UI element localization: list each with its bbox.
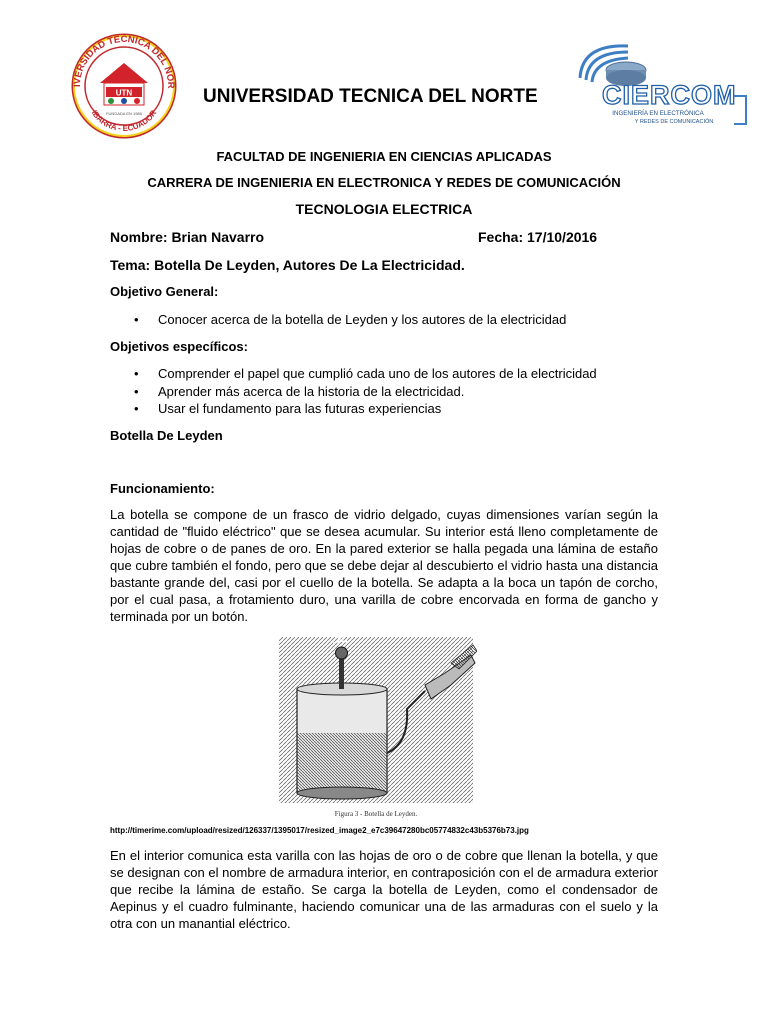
ciercom-name: CIERCOM — [602, 80, 737, 110]
topic: Tema: Botella De Leyden, Autores De La Electricidad. — [110, 257, 465, 273]
ciercom-line1: INGENIERÍA EN ELECTRÓNICA — [612, 110, 704, 117]
utn-ring-top-text: IVERSIDAD TECNICA DEL NOR — [71, 33, 177, 89]
leyden-paragraph-1: La botella se compone de un frasco de vidrio delgado, cuyas dimensiones varían según la cantidad de "fluido eléctrico" que se desea acumular. Su interior está lleno completamente de hojas de cobre o de panes de oro. En la pared exterior se halla pegada una lámina de estaño que cubre también el fondo, pero que se debe dejar al descubierto el vidrio hasta una distancia bastante grande del, casi por el cuello de la botella. Se adapta a la boca un tapón de corcho, por el cual pasa, a frotamiento duro, una varilla de cobre encorvada en forma de gancho y terminada por un botón. — [110, 507, 658, 624]
list-item: • Comprender el papel que cumplió cada uno de los autores de la electricidad — [110, 365, 670, 383]
utn-center-text: UTN — [115, 88, 133, 98]
utn-logo — [66, 33, 182, 139]
subject-heading: TECNOLOGIA ELECTRICA — [295, 201, 473, 217]
figure-source-url: http://timerime.com/upload/resized/126337/1395017/resized_image2_e7c39647280bc05774832c43b5376b73.jpg — [110, 826, 529, 835]
career-heading: CARRERA DE INGENIERIA EN ELECTRONICA Y REDES DE COMUNICACIÓN — [147, 175, 621, 190]
general-objective-list — [110, 311, 670, 329]
list-item: • Conocer acerca de la botella de Leyden y los autores de la electricidad — [110, 311, 670, 329]
leyden-jar-figure — [275, 633, 477, 819]
faculty-heading: FACULTAD DE INGENIERIA EN CIENCIAS APLICADAS — [216, 149, 552, 164]
functioning-subtitle: Funcionamiento: — [110, 481, 215, 496]
leyden-paragraph-2: En el interior comunica esta varilla con las hojas de oro o de cobre que llenan la botella, y que se designan con el nombre de armadura interior, en contraposición con el de armadura exterior que recibe la lámina de estaño. Se carga la botella de Leyden, como el condensador de Aepinus y el cuadro fulminante, haciendo comunicar una de las armaduras con el suelo y la otra con un manantial eléctrico. — [110, 848, 658, 931]
list-item: • Aprender más acerca de la historia de la electricidad. — [110, 383, 670, 401]
utn-year-text: FUNDADA EN 1986 — [106, 111, 142, 116]
specific-objectives-title: Objetivos específicos: — [110, 339, 248, 354]
utn-ring-bottom-text: IBARRA - ECUADOR — [89, 108, 159, 134]
student-name: Nombre: Brian Navarro — [110, 229, 265, 245]
list-item: • Usar el fundamento para las futuras experiencias — [110, 400, 670, 418]
ciercom-line2: Y REDES DE COMUNICACIÓN — [634, 119, 714, 125]
general-objective-title: Objetivo General: — [110, 284, 219, 299]
date: Fecha: 17/10/2016 — [478, 229, 598, 245]
university-title: UNIVERSIDAD TECNICA DEL NORTE — [203, 86, 538, 107]
ciercom-logo — [574, 40, 759, 132]
figure-caption: Figura 3 - Botella de Leyden. — [334, 810, 418, 818]
specific-objectives-list — [110, 365, 670, 418]
leyden-section-title: Botella De Leyden — [110, 428, 223, 443]
